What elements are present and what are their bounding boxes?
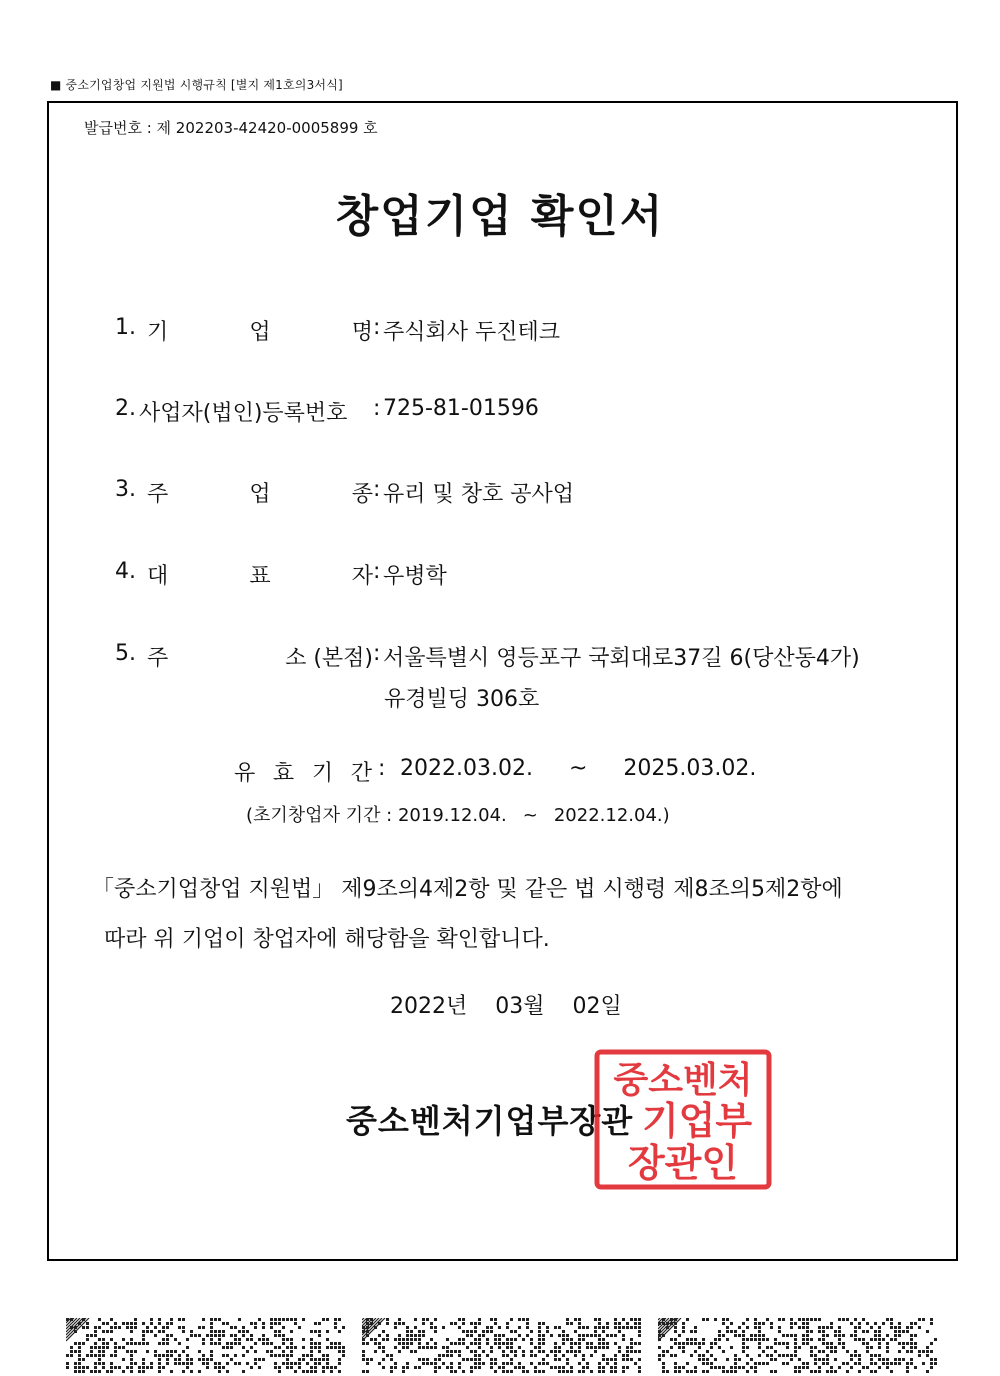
official-seal-stamp <box>593 1048 773 1191</box>
row-address <box>115 641 860 672</box>
colon: : <box>373 641 381 666</box>
row-label <box>115 641 373 672</box>
statement-line-2: 따라 위 기업이 창업자에 해당함을 확인합니다. <box>104 927 550 952</box>
seal-line-1: 중소벤처 <box>613 1060 753 1101</box>
row-business-number <box>115 396 539 427</box>
row-representative <box>115 559 447 590</box>
row-number: 2. <box>115 396 136 421</box>
validity-period <box>234 756 756 787</box>
row-number: 1. <box>115 315 136 340</box>
row-company-name <box>115 315 560 346</box>
row-number: 4. <box>115 559 136 584</box>
tilde: ~ <box>522 805 538 826</box>
date-month: 03월 <box>495 994 545 1019</box>
verification-code-middle <box>362 1318 642 1376</box>
row-label <box>115 559 373 590</box>
colon: : <box>373 396 381 421</box>
address-line2: 유경빌딩 306호 <box>384 687 540 712</box>
business-number-value: 725-81-01596 <box>383 396 539 421</box>
verification-code-right <box>658 1318 938 1376</box>
label-char: 업 <box>249 320 271 345</box>
early-founder-period <box>246 801 670 827</box>
colon: : <box>373 559 381 584</box>
colon: : <box>378 756 386 781</box>
label-char: 간 <box>350 761 372 786</box>
representative-value: 우병학 <box>383 564 447 589</box>
label-char: 주 <box>147 482 169 507</box>
label-char: 종 <box>351 482 373 507</box>
row-industry <box>115 477 574 508</box>
date-day: 02일 <box>572 994 622 1019</box>
label-text: 소 (본점) <box>285 646 373 671</box>
label-char: 주 <box>147 646 169 671</box>
label-char: 명 <box>351 320 373 345</box>
label-char: 기 <box>147 320 169 345</box>
label-char: 대 <box>147 564 169 589</box>
early-period-close: ) <box>662 805 670 826</box>
company-name-value: 주식회사 두진테크 <box>383 320 561 345</box>
label-char: 자 <box>351 564 373 589</box>
seal-line-3: 장관인 <box>627 1141 739 1185</box>
industry-value: 유리 및 창호 공사업 <box>383 482 574 507</box>
issue-number: 발급번호 : 제 202203-42420-0005899 호 <box>84 119 378 137</box>
label-text: 사업자(법인)등록번호 <box>139 401 348 426</box>
address-value: 서울특별시 영등포구 국회대로37길 6(당산동4가) <box>383 646 860 671</box>
colon: : <box>373 315 381 340</box>
validity-to: 2025.03.02. <box>623 756 757 781</box>
validity-from: 2022.03.02. <box>400 756 533 781</box>
row-label <box>115 396 373 427</box>
label-char: 표 <box>249 564 271 589</box>
row-number: 5. <box>115 641 136 666</box>
row-number: 3. <box>115 477 136 502</box>
issue-date <box>390 989 622 1020</box>
colon: : <box>373 477 381 502</box>
issuer-name: 중소벤처기업부장관 <box>346 1102 634 1140</box>
label-char: 유 <box>234 761 256 786</box>
row-label <box>115 315 373 346</box>
certificate-title: 창업기업 확인서 <box>335 191 665 242</box>
certificate-border <box>47 101 958 1261</box>
verification-code-left <box>66 1318 346 1376</box>
early-period-label: (초기창업자 기간 : <box>246 805 398 826</box>
seal-line-2: 기업부 <box>641 1099 753 1143</box>
label-char: 기 <box>311 761 334 786</box>
form-reference: ■ 중소기업창업 지원법 시행규칙 [별지 제1호의3서식] <box>50 78 343 92</box>
tilde: ~ <box>568 756 588 781</box>
statement-line-1: 「중소기업창업 지원법」 제9조의4제2항 및 같은 법 시행령 제8조의5제2항에 <box>92 877 843 902</box>
date-year: 2022년 <box>390 994 468 1019</box>
early-period-from: 2019.12.04. <box>397 805 507 826</box>
label-char: 업 <box>249 482 271 507</box>
row-label <box>115 477 373 508</box>
validity-label <box>234 756 372 787</box>
label-char: 효 <box>272 761 295 786</box>
early-period-to: 2022.12.04. <box>553 805 663 826</box>
